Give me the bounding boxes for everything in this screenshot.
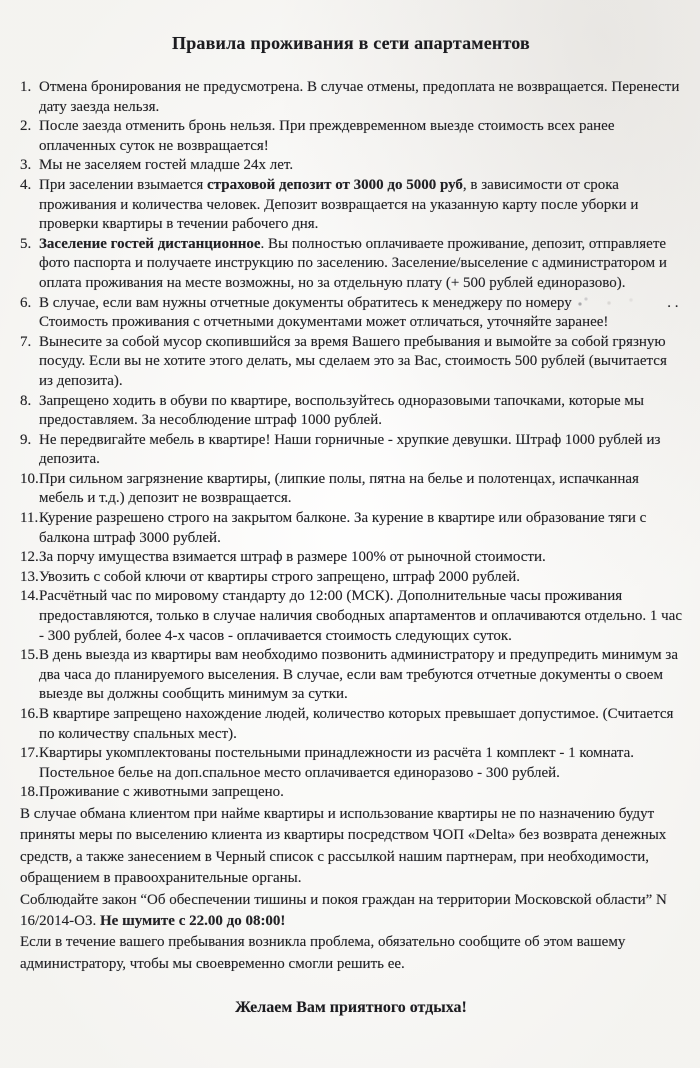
- rule-text: [39, 587, 682, 646]
- rule-number: 16.: [20, 706, 39, 722]
- rule-item: [20, 294, 682, 333]
- rule-item: [20, 744, 682, 783]
- rule-number: 4.: [20, 176, 32, 193]
- rule-text-segment: Запрещено ходить в обуви по квартире, воспользуйтесь одноразовыми тапочками, которые мы предоставляем. За несоблюдение штраф 1000 рублей.: [39, 392, 645, 429]
- rule-text: [39, 783, 682, 803]
- rule-text-segment: Вынесите за собой мусор скопившийся за время Вашего пребывания и вымойте за собой грязную посуду. Если вы не хотите этого делать, мы сделаем это за Вас, стоимость 500 рублей (вычитается из депозита).: [39, 333, 667, 389]
- rule-item: [20, 156, 682, 176]
- rule-number: 11.: [20, 510, 39, 527]
- rule-text-segment: За порчу имущества взимается штраф в размере 100% от рыночной стоимости.: [39, 549, 546, 566]
- rule-text: [39, 117, 682, 156]
- rule-item: [20, 548, 682, 568]
- rule-text-segment: В случае, если вам нужны отчетные документы обратитесь к менеджеру по номеру: [39, 294, 576, 311]
- rule-text: [39, 470, 682, 509]
- rule-text-segment: Соблюдайте закон “Об обеспечении тишины и покоя граждан на территории Московской области” N 16/2014-ОЗ.: [20, 891, 667, 929]
- rule-number: 10.: [20, 470, 39, 487]
- rule-number: 17.: [20, 745, 39, 762]
- rule-text-segment: Проживание с животными запрещено.: [39, 784, 284, 801]
- rule-text: [39, 78, 682, 117]
- rule-text-segment: Увозить с собой ключи от квартиры строго запрещено, штраф 2000 рублей.: [39, 568, 521, 585]
- rule-number: 5.: [20, 235, 32, 252]
- rule-text: [39, 333, 682, 392]
- rule-text-segment: В день выезда из квартиры вам необходимо позвонить администратору и предупредить минимум за два часа до планируемого выселения. В случае, если вам требуются отчетные документы о своем выезде вы должны сообщить минимум за сутки.: [39, 647, 678, 703]
- rule-number: 8.: [20, 392, 32, 409]
- rule-item: [20, 176, 682, 235]
- rule-item: [20, 587, 682, 646]
- rule-text-bold: Не шумите с 22.00 до 08:00!: [100, 913, 286, 929]
- rule-item: [20, 470, 682, 509]
- rule-text: [39, 235, 682, 294]
- rule-text-segment: Отмена бронирования не предусмотрена. В случае отмены, предоплата не возвращается. Перенести дату заезда нельзя.: [39, 79, 680, 115]
- rule-number: 3.: [20, 157, 32, 174]
- rule-text-segment: Не передвигайте мебель в квартире! Наши горничные - хрупкие девушки. Штраф 1000 рублей из депозита.: [39, 431, 661, 468]
- rule-item: [20, 235, 682, 294]
- rule-item: [20, 392, 682, 431]
- rule-item: [20, 783, 682, 803]
- rule-text-segment: Мы не заселяем гостей младше 24х лет.: [39, 157, 294, 174]
- rule-number: 6.: [20, 294, 32, 311]
- rule-text-segment: После заезда отменить бронь нельзя. При преждевременном выезде стоимость всех ранее оплаченных суток не возвращается!: [39, 118, 615, 154]
- rule-text-segment: Расчётный час по мировому стандарту до 12:00 (МСК). Дополнительные часы проживания предоставляются, только в случае наличия свободных апартаментов и оплачиваются отдельно. 1 час - 300 рублей, более 4-х часов - оплачивается стоимость следующих суток.: [39, 588, 682, 644]
- rule-number: 9.: [20, 431, 32, 448]
- note-paragraph: [20, 890, 682, 933]
- rule-item: [20, 431, 682, 470]
- rule-text-segment: При заселении взымается: [39, 176, 208, 193]
- rule-text-bold: Заселение гостей дистанционное: [39, 235, 261, 252]
- rule-item: [20, 568, 682, 588]
- closing-wish: Желаем Вам приятного отдыха!: [235, 999, 467, 1017]
- redacted-phone-number: [575, 296, 663, 307]
- rule-text-segment: . . Стоимость проживания с отчетными документами может отличаться, уточняйте заранее!: [39, 294, 679, 331]
- rule-text: [39, 744, 682, 783]
- rule-item: [20, 117, 682, 156]
- rule-number: 14.: [20, 588, 39, 605]
- rule-text-segment: При сильном загрязнение квартиры, (липкие полы, пятна на белье и полотенцах, испачканная мебель и т.д.) депозит не возвращается.: [39, 470, 639, 507]
- rule-text-segment: Если в течение вашего пребывания возникла проблема, обязательно сообщите об этом вашему администратору, чтобы мы своевременно смогли решить ее.: [20, 934, 626, 972]
- rule-number: 18.: [20, 784, 39, 801]
- rules-list: [20, 78, 682, 803]
- rule-text-segment: Курение разрешено строго на закрытом балконе. За курение в квартире или образование тяги с балкона штраф 3000 рублей.: [39, 510, 647, 546]
- rule-number: 2.: [20, 118, 32, 135]
- note-paragraph: [20, 804, 682, 890]
- rule-number: 1.: [20, 79, 32, 95]
- rule-item: [20, 646, 682, 705]
- rule-number: 15.: [20, 647, 39, 664]
- rule-number: 7.: [20, 333, 32, 350]
- rule-item: [20, 705, 682, 744]
- rule-item: [20, 78, 682, 117]
- page-title: Правила проживания в сети апартаментов: [172, 33, 530, 53]
- rule-text-segment: Квартиры укомплектованы постельными принадлежности из расчёта 1 комплект - 1 комната. Постельное белье на доп.спальное место оплачивается единоразово - 300 рублей.: [39, 745, 635, 781]
- rule-text: [39, 509, 682, 548]
- rule-text: [39, 294, 682, 333]
- rule-text: [39, 646, 682, 705]
- notes-section: [20, 804, 682, 975]
- rule-text: [39, 156, 682, 176]
- rule-text-segment: В квартире запрещено нахождение людей, количество которых превышает допустимое. (Считается по количеству спальных мест).: [39, 706, 674, 742]
- rule-text-bold: страховой депозит от 3000 до 5000 руб: [207, 176, 463, 193]
- rule-number: 13.: [20, 568, 39, 585]
- rule-text-segment: . Вы полностью оплачиваете проживание, депозит, отправляете фото паспорта и получаете инструкцию по заселению. Заселение/выселение с администратором и оплата проживания на месте возможны, но за отдельную плату (+ 500 рублей единоразово).: [39, 235, 667, 291]
- rule-text: [39, 548, 682, 568]
- rule-item: [20, 509, 682, 548]
- rule-number: 12.: [20, 549, 39, 566]
- rule-text-segment: В случае обмана клиентом при найме квартиры и использование квартиры не по назначению будут приняты меры по выселению клиента из квартиры посредством ЧОП «Delta» без возврата денежных средств, а также занесением в Черный список с рассылкой нашим партнерам, при необходимости, обращением в правоохранительные органы.: [20, 805, 667, 887]
- rule-text: [39, 705, 682, 744]
- rule-item: [20, 333, 682, 392]
- rule-text: [39, 176, 682, 235]
- rule-text-segment: , в зависимости от срока проживания и количества человек. Депозит возвращается на указанную карту после уборки и проверки квартиры в течении рабочего дня.: [39, 176, 639, 233]
- rule-text: [39, 431, 682, 470]
- note-paragraph: [20, 932, 682, 975]
- rule-text: [39, 392, 682, 431]
- rule-text: [39, 568, 682, 588]
